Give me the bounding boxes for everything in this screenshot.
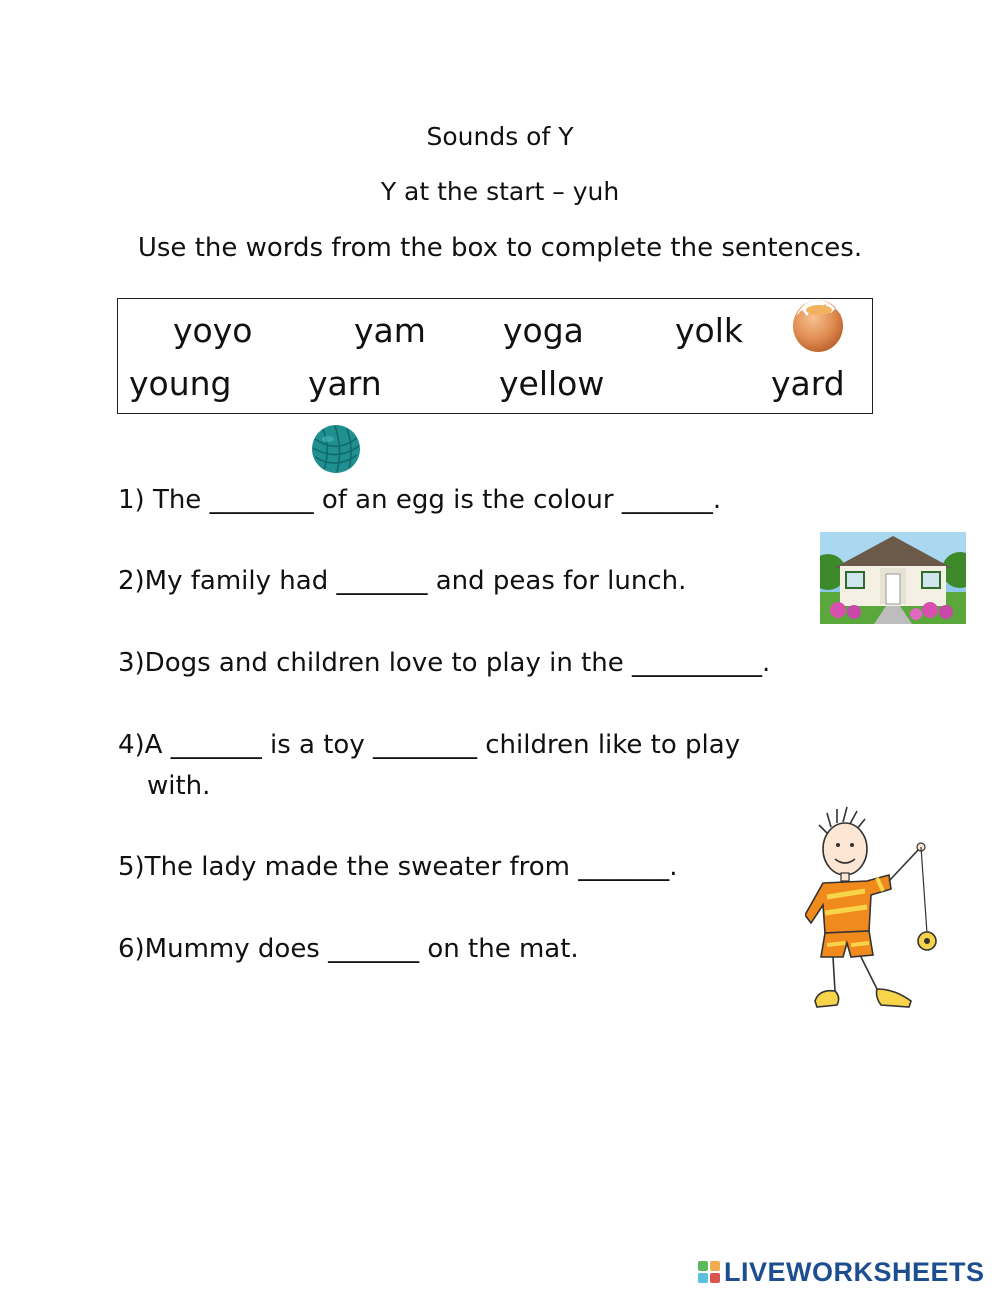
sentence-2: 2)My family had _______ and peas for lunch. [118, 566, 687, 596]
word-yarn: yarn [308, 364, 382, 403]
word-yoga: yoga [503, 311, 584, 350]
word-yoyo: yoyo [173, 311, 253, 350]
word-yam: yam [354, 311, 426, 350]
egg-icon [790, 292, 846, 354]
word-box [117, 298, 873, 414]
word-yard: yard [771, 364, 845, 403]
brand-name: LIVEWORKSHEETS [724, 1256, 985, 1287]
word-yolk: yolk [675, 311, 743, 350]
sentence-5: 5)The lady made the sweater from _______. [118, 852, 678, 882]
sentence-4: 4)A _______ is a toy ________ children like to play [118, 730, 741, 760]
page-subtitle: Y at the start – yuh [380, 177, 620, 206]
page-title: Sounds of Y [426, 122, 574, 151]
liveworksheets-logo [698, 1254, 985, 1290]
word-young: young [129, 364, 232, 403]
word-yellow: yellow [499, 364, 605, 403]
sentence-3: 3)Dogs and children love to play in the __________. [118, 648, 771, 678]
sentence-1: 1) The ________ of an egg is the colour _______. [118, 485, 722, 515]
boy-with-yoyo-picture [805, 805, 950, 1017]
house-picture [820, 532, 966, 624]
instruction-text: Use the words from the box to complete the sentences. [137, 233, 863, 263]
yarn-ball-icon [309, 424, 363, 474]
sentence-6: 6)Mummy does _______ on the mat. [118, 934, 579, 964]
liveworksheets-logo-icon [698, 1261, 720, 1283]
sentence-4-continued: with. [147, 771, 211, 801]
